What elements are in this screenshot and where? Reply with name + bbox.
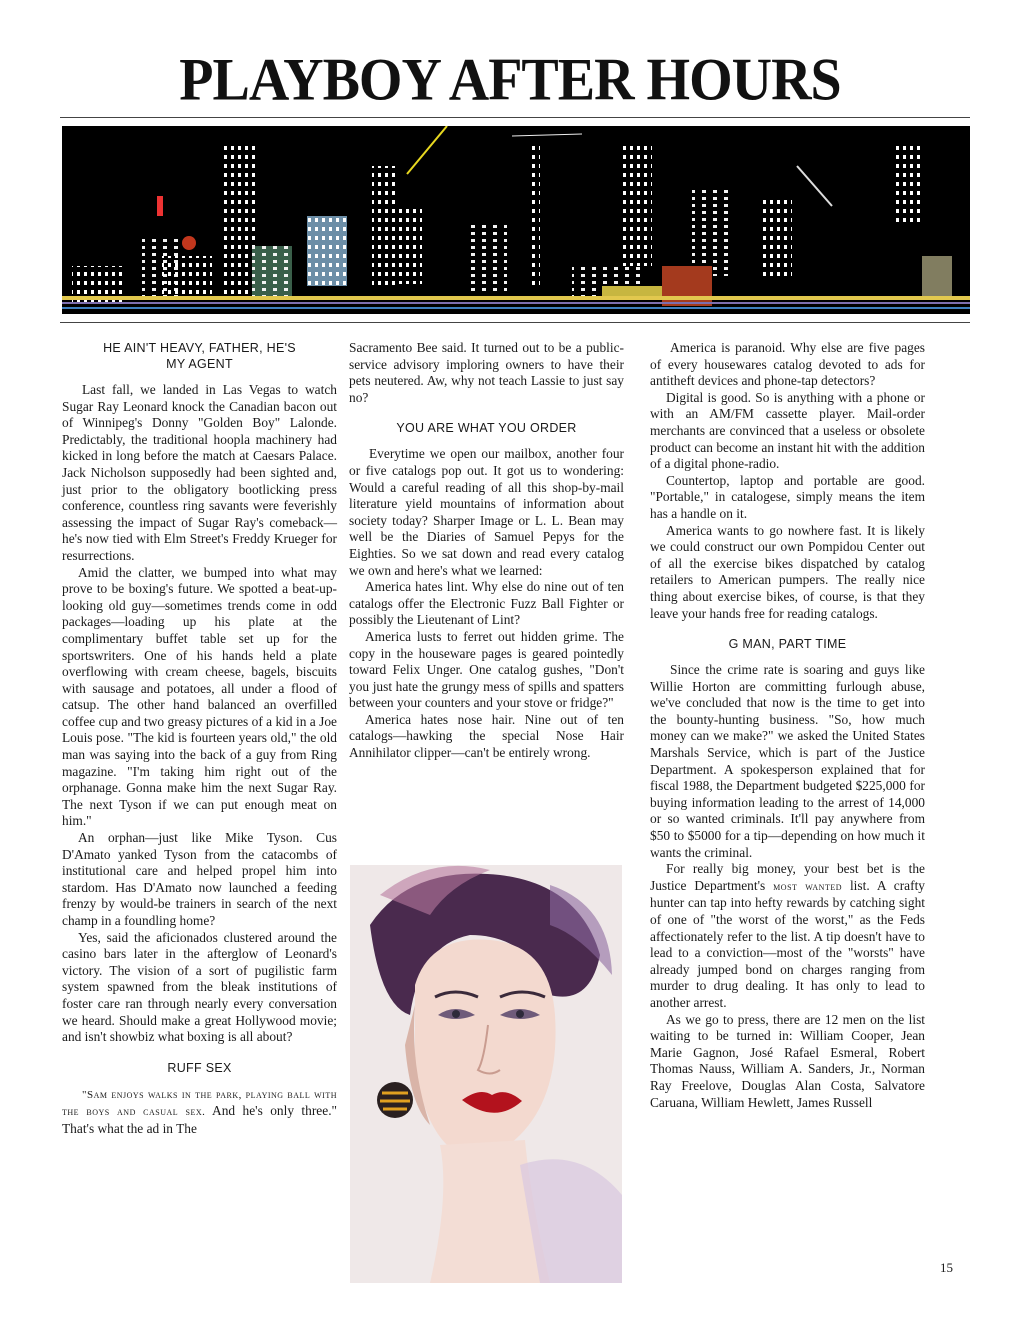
paragraph: America hates lint. Why else do nine out of ten catalogs offer the Electronic Fuzz Ball Fighter or possibly the Lieutenant of Lint? bbox=[349, 579, 624, 628]
paragraph: America lusts to ferret out hidden grime. The copy in the houseware pages is geared pointedly toward Felix Unger. One catalog gushes, "Don't you just hate the grungy mess of spills and spatters between your counters and your stove or fridge?" bbox=[349, 628, 624, 711]
paragraph: Yes, said the aficionados clustered around the casino bars later in the afterglow of Leonard's victory. The vision of a sort of pugilistic farm system spawned from the bleak institutions of foster care ran through nearly every conversation we heard. Should make a great Hollywood movie; and isn't showbiz what boxing is all about? bbox=[62, 929, 337, 1045]
paragraph: An orphan—just like Mike Tyson. Cus D'Amato yanked Tyson from the catacombs of institutional care and helped propel him into stardom. Has D'Amato now launched a feeding frenzy by would-be trainers in search of the next champ in a foundling home? bbox=[62, 830, 337, 928]
masthead-title: PLAYBOY AFTER HOURS bbox=[179, 46, 841, 114]
city-skyline-illustration bbox=[62, 126, 970, 314]
paragraph: Amid the clatter, we bumped into what may prove to be boxing's future. We spotted a beat-up-looking old guy—sometimes trends come in odd packages—loading up his plate at the complimentary buffet table set up for the sportswriters. One of his hands held a plate overflowing with cream cheese, bagels, biscuits with sausage and potatoes, all under a flood of catsup. The other hand balanced an overfilled coffee cup and two greasy pictures of a kid in a Joe Louis pose. "The kid is fourteen years old," the old man was saying into the back of a guy from Ring magazine. "I'm taking him right out of the orphanage. Gonna make him the next Sugar Ray. The next Tyson if we can put enough meat on him." bbox=[62, 564, 337, 829]
paragraph: America hates nose hair. Nine out of ten catalogs—hawking the special Nose Hair Annihilator clipper—can't be entirely wrong. bbox=[349, 711, 624, 761]
section-heading: G MAN, PART TIME bbox=[728, 637, 847, 652]
most-wanted-smallcaps: most wanted bbox=[773, 880, 843, 893]
image-bottom-rule bbox=[60, 322, 970, 323]
paragraph: Everytime we open our mailbox, another four or five catalogs pop out. It got us to wondering: Would a careful reading of all this shop-by-mail literature yield mountains of information about society today? Sharper Image or L. L. Bean may well be the Diaries of Samuel Pepys for the Eighties. So we sat down and read every catalog we own and here's what we learned: bbox=[349, 446, 624, 578]
article-column-3 bbox=[650, 340, 925, 1111]
paragraph: Since the crime rate is soaring and guys like Willie Horton are committing furlough abuse, we've concluded that now is the time to get into the bounty-hunting business. "So, how much money can we make?" we asked the United States Marshals Service, which is part of the Justice Department. A spokesperson explained that for fiscal 1988, the Department budgeted $225,000 for buying information leading to the arrest of 14,000 or so wanted criminals. It'll pay anywhere from $50 to $5000 for a tip—depending on how much it wants the criminal. bbox=[650, 662, 925, 860]
section-heading: RUFF SEX bbox=[167, 1060, 232, 1075]
section-heading: YOU ARE WHAT YOU ORDER bbox=[396, 421, 577, 436]
article-column-2 bbox=[349, 340, 624, 762]
woman-portrait-illustration bbox=[350, 865, 622, 1283]
paragraph: Sacramento Bee said. It turned out to be a public-service advisory imploring owners to have their pets neutered. Aw, why not teach Lassie to just say no? bbox=[349, 340, 624, 405]
paragraph-text: And he's only three." That's what the ad in The bbox=[62, 1103, 338, 1136]
article-column-1 bbox=[62, 340, 337, 1138]
paragraph: As we go to press, there are 12 men on the list waiting to be turned in: William Cooper, Jean Marie Gagnon, José Rafael Esmeral, Robert Thomas Nauss, William A. Sanders, Jr., Norman Ray Freelove, Douglas Alan Costa, Salvatore Caruana, William Hewlett, James Russell bbox=[650, 1011, 925, 1110]
paragraph: Countertop, laptop and portable are good. "Portable," in catalogese, simply means the item has a handle on it. bbox=[650, 472, 925, 521]
lead-in-smallcaps: "Sam enjoys walks in the park, playing ball with the boys and casual sex. bbox=[62, 1088, 337, 1119]
paragraph: Last fall, we landed in Las Vegas to watch Sugar Ray Leonard knock the Canadian bacon out of Winnipeg's Donny "Golden Boy" Lalonde. Predictably, the traditional hoopla machinery had kicked in long before the match at Caesars Palace. Jack Nicholson supposedly had been sighted and, just prior to the obligatory bootlicking press conference, countless ring savants were feverishly assessing the impact of Sugar Ray's comeback—he's now tied with Elm Street's Freddy Krueger for resurrections. bbox=[62, 382, 337, 563]
paragraph: America wants to go nowhere fast. It is likely we could construct our own Pompidou Center out of all the exercise bikes dispatched by catalog retailers to American pumpers. The really nice thing about exercise bikes, of course, is that they leave your hands free for reading catalogs. bbox=[650, 522, 925, 621]
page-number: 15 bbox=[940, 1260, 953, 1275]
masthead-rule bbox=[60, 117, 970, 118]
paragraph: Digital is good. So is anything with a phone or with an AM/FM cassette player. Mail-order merchants are convinced that a useless or obsolete product can become an instant hit with the addition of a digital phone-radio. bbox=[650, 389, 925, 472]
paragraph-text: list. A crafty hunter can tap into hefty rewards by catching sight of one of "the worst of the worst," as the Feds affectionately refer to the list. A tip doesn't have to lead to a conviction—most of the "worsts" have already jumped bond on charges ranging from murder to drug dealing. It has only to lead to another arrest. bbox=[650, 877, 925, 1010]
section-heading: HE AIN'T HEAVY, FATHER, HE'S MY AGENT bbox=[103, 341, 296, 371]
paragraph: America is paranoid. Why else are five pages of every housewares catalog devoted to ads for antitheft devices and phone-tap detectors? bbox=[650, 340, 925, 389]
paragraph-text: For really big money, your best bet is the Justice Department's bbox=[650, 861, 925, 893]
